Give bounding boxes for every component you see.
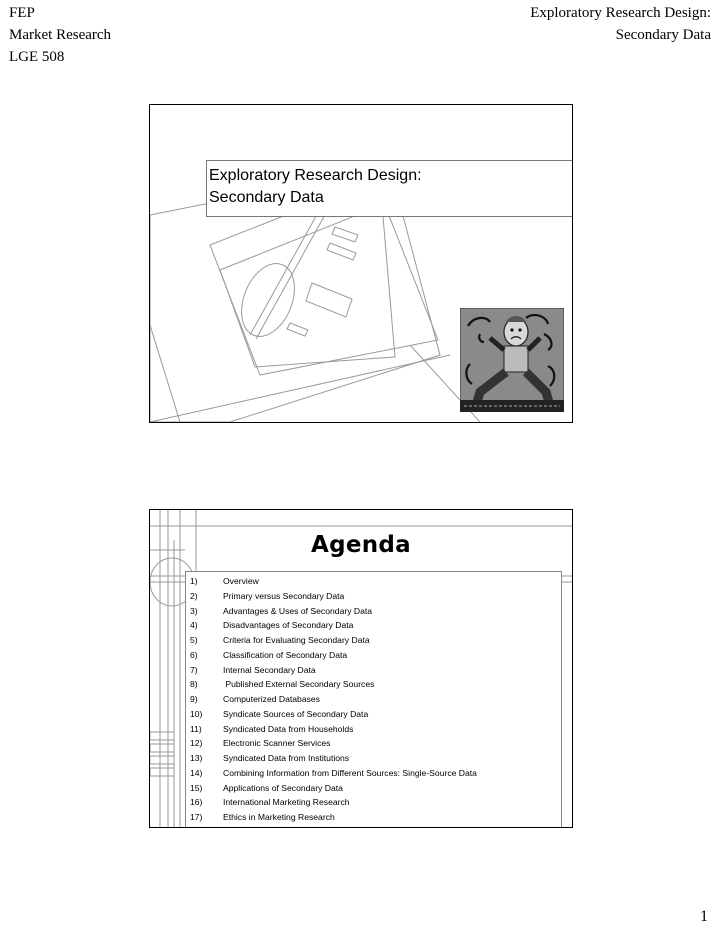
agenda-item-number: 5) [190,635,198,645]
agenda-item-text: Computerized Databases [223,694,320,704]
agenda-item-number: 14) [190,767,203,778]
slide-2 [149,509,573,828]
confused-man-icon [460,308,564,412]
document-title-line-2: Secondary Data [615,27,711,43]
page-number: 1 [700,908,708,925]
agenda-title: Agenda [310,532,412,558]
course-name: Market Research [9,27,112,43]
agenda-item-text: Internal Secondary Data [223,664,316,675]
agenda-item-text: Electronic Scanner Services [223,738,331,749]
agenda-item-text: Disadvantages of Secondary Data [223,620,354,631]
agenda-item-text: International Marketing Research [223,797,350,808]
agenda-item-text: Ethics in Marketing Research [223,812,335,822]
agenda-item-text: Combining Information from Different Sources: Single-Source Data [223,767,477,778]
slide-1-title-line-1: Exploratory Research Design: [209,167,422,184]
agenda-item-text: Syndicated Data from Households [223,723,354,734]
agenda-item-text: Syndicated Data from Institutions [223,753,350,763]
agenda-item-number: 13) [190,753,203,763]
agenda-item-number: 11) [190,723,202,734]
document-title-line-1: Exploratory Research Design: [530,5,711,21]
agenda-item-text: Criteria for Evaluating Secondary Data [223,635,370,645]
course-code: FEP [9,5,35,21]
agenda-item-number: 15) [190,782,203,793]
agenda-box [185,571,562,828]
course-number: LGE 508 [9,49,65,65]
agenda-item-text: Advantages & Uses of Secondary Data [223,605,373,616]
agenda-item-number: 1) [190,576,198,586]
agenda-item-text: Overview [223,576,259,586]
slide-1 [149,104,573,423]
agenda-item-number: 16) [190,797,203,808]
agenda-item-number: 8) [190,679,198,690]
agenda-item-number: 17) [190,812,203,822]
agenda-item-number: 2) [190,590,198,601]
header-right [530,2,711,46]
agenda-item-text: Applications of Secondary Data [223,782,343,793]
agenda-item-text: Classification of Secondary Data [223,649,348,660]
agenda-item-number: 10) [190,708,203,719]
agenda-item-number: 4) [190,620,198,631]
agenda-item-number: 9) [190,694,198,704]
agenda-item-text: Primary versus Secondary Data [223,590,345,601]
slide-1-title [206,160,572,217]
agenda-item-text: Published External Secondary Sources [223,679,375,690]
slide-1-title-line-2: Secondary Data [209,189,324,206]
agenda-item-text: Syndicate Sources of Secondary Data [223,708,369,719]
agenda-item-number: 6) [190,649,198,660]
agenda-item-number: 3) [190,605,198,616]
agenda-item-number: 12) [190,738,203,749]
agenda-item-number: 7) [190,664,198,675]
header-left [9,2,111,68]
